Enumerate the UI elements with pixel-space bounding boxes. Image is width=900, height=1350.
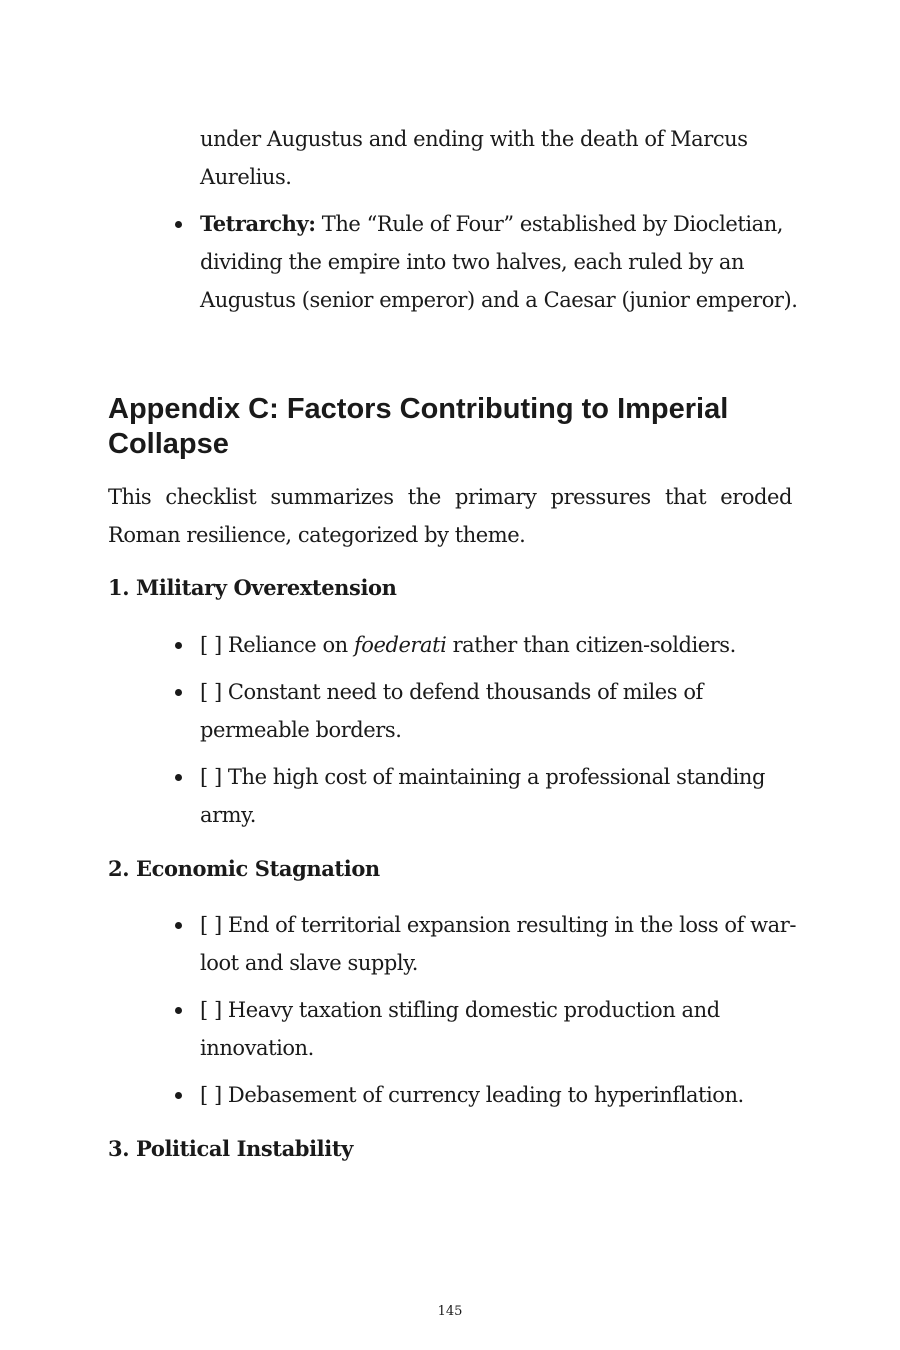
glossary-list	[200, 120, 800, 319]
glossary-term: Tetrarchy:	[200, 211, 316, 236]
checklist-item-text: rather than citizen-soldiers.	[446, 633, 736, 657]
glossary-definition: The “Rule of Four” established by Diocletian, dividing the empire into two halves, each ruled by an Augustus (senior emperor) and a Caesar (junior emperor).	[200, 212, 798, 312]
continuation-text: under Augustus and ending with the death of Marcus Aurelius.	[200, 127, 748, 189]
appendix-title: Appendix C: Factors Contributing to Imperial Collapse	[108, 393, 729, 460]
section-heading-military: 1. Military Overextension	[108, 575, 397, 600]
checklist-item	[200, 991, 800, 1067]
checklist-item-text: [ ] Heavy taxation stifling domestic production and innovation.	[200, 998, 720, 1060]
checklist-economic	[200, 906, 800, 1114]
checklist-item	[200, 906, 800, 982]
checklist-item	[200, 673, 800, 749]
checklist-item-text: [ ] End of territorial expansion resulting in the loss of war-loot and slave supply.	[200, 913, 796, 975]
checklist-item	[200, 758, 800, 834]
checklist-item-text: [ ] The high cost of maintaining a professional standing army.	[200, 765, 765, 827]
checklist-item	[200, 1076, 800, 1114]
checklist-item-text: [ ] Debasement of currency leading to hyperinflation.	[200, 1083, 744, 1107]
appendix-intro: This checklist summarizes the primary pressures that eroded Roman resilience, categorized by theme.	[108, 485, 792, 547]
checklist-item-emphasis: foederati	[353, 633, 447, 657]
page-number: 145	[437, 1304, 463, 1319]
glossary-item-tetrarchy	[200, 205, 800, 319]
section-heading-economic: 2. Economic Stagnation	[108, 856, 380, 881]
section-heading-political: 3. Political Instability	[108, 1136, 353, 1161]
checklist-item	[200, 626, 800, 664]
glossary-continuation	[200, 120, 800, 196]
checklist-item-text: [ ] Reliance on	[200, 633, 354, 657]
checklist-item-text: [ ] Constant need to defend thousands of miles of permeable borders.	[200, 680, 703, 742]
checklist-military	[200, 626, 800, 834]
